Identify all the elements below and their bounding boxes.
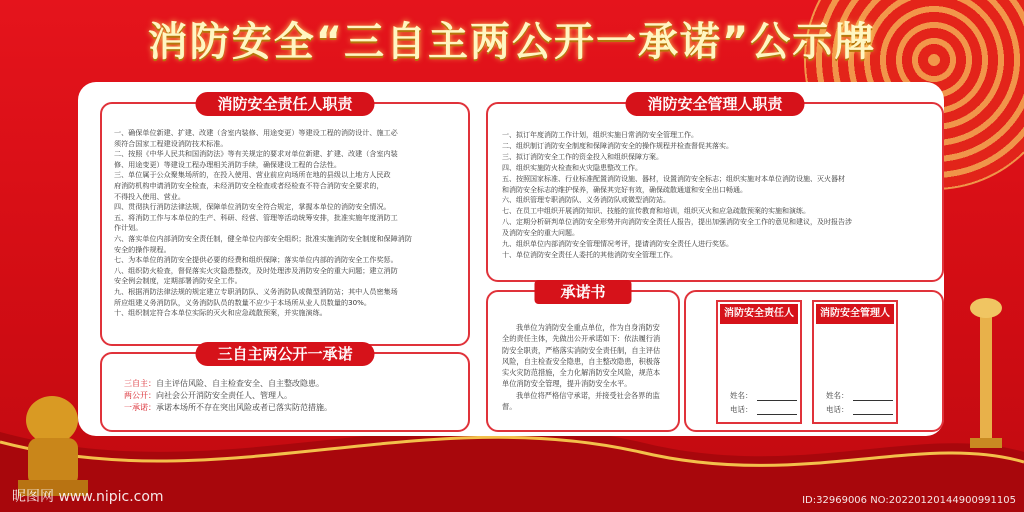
duty-heading: 消防安全责任人职责 (195, 92, 374, 116)
duty-panel (100, 95, 470, 346)
list-item: 全的责任主体，先做出公开承诺如下：依法履行消 (502, 334, 661, 344)
list-item: 三、单位属于公众聚集场所的，在投入使用、营业前应向场所在地的县级以上地方人民政 (114, 170, 391, 180)
list-item: 三自主：自主评估风险、自主检查安全、自主整改隐患。 (124, 379, 324, 388)
list-item: 一、确保单位新建、扩建、改建（含室内装修、用途变更）等建设工程的消防设计、施工必 (114, 128, 398, 137)
list-item: 单位消防安全管理，提升消防安全水平。 (502, 379, 632, 389)
list-item: 二、组织制订消防安全制度和保障消防安全的操作规程并检查督促其落实。 (502, 141, 733, 150)
list-item: 二、按照《中华人民共和国消防法》等有关规定的要求对单位新建、扩建、改建（含室内装 (114, 149, 398, 159)
three-one-heading: 三自主两公开一承诺 (195, 342, 374, 366)
duty-list (114, 128, 412, 319)
list-item: 作计划。 (114, 223, 143, 233)
list-item: 十、组织制定符合本单位实际的灭火和应急疏散预案，并实施演练。 (114, 308, 327, 318)
list-item: 风险，自主检查安全隐患，自主整改隐患，积极落 (502, 356, 661, 366)
huabiao-pillar-icon (966, 290, 1006, 450)
list-item: 七、在员工中组织开展消防知识、技能的宣传教育和培训，组织灭火和应急疏散预案的实施和演练。 (502, 207, 810, 216)
responsible-person-card (716, 300, 802, 424)
card-heading: 消防安全管理人 (816, 304, 894, 324)
promise-panel (486, 283, 680, 432)
list-item: 四、组织实施防火检查和火灾隐患整改工作。 (502, 163, 642, 172)
list-item: 府消防机构申请消防安全检查，未经消防安全检查或者经检查不符合消防安全要求的， (114, 180, 384, 190)
list-item: 四、贯彻执行消防法律法规，保障单位消防安全符合规定，掌握本单位的消防安全情况。 (114, 202, 391, 212)
list-item: 督。 (502, 402, 517, 412)
list-item: 我单位为消防安全重点单位，作为自身消防安 (516, 323, 660, 332)
manager-list (502, 130, 852, 261)
list-item: 两公开：向社会公开消防安全责任人、管理人。 (124, 391, 292, 400)
manager-heading: 消防安全管理人职责 (625, 92, 804, 116)
phone-field: 电话： (730, 404, 797, 415)
promise-heading: 承诺书 (534, 280, 631, 304)
list-item: 六、落实单位内部消防安全责任制，健全单位内部安全组织；批准实施消防安全制度和保障消防 (114, 233, 412, 243)
list-item: 须符合国家工程建设消防技术标准。 (114, 138, 228, 148)
name-field: 姓名： (730, 390, 797, 401)
page-title: 消防安全“三自主两公开一承诺”公示牌 (147, 19, 877, 65)
three-one-panel (100, 345, 470, 432)
list-item: 防安全职责，严格落实消防安全责任制，自主评估 (502, 345, 661, 355)
manager-person-card (812, 300, 898, 424)
promise-text (502, 322, 660, 412)
list-item: 一、拟订年度消防工作计划，组织实施日常消防安全管理工作。 (502, 131, 698, 139)
phone-field: 电话： (826, 404, 893, 415)
list-item: 五、按照国家标准、行业标准配置消防设施、器材，设置消防安全标志；组织实施对本单位消防设施、灭火器材 (502, 174, 845, 183)
manager-panel (486, 95, 944, 282)
name-field: 姓名： (826, 390, 893, 401)
list-item: 一承诺：承诺本场所不存在突出风险或者已落实防范措施。 (124, 403, 332, 412)
list-item: 我单位将严格信守承诺，并接受社会各界的监 (516, 390, 660, 400)
watermark-left: 昵图网 www.nipic.com (12, 489, 164, 505)
list-item: 八、定期分析研判单位消防安全形势并向消防安全责任人报告，提出加强消防安全工作的意见和建议，及时报告涉 (502, 218, 852, 227)
list-item: 五、将消防工作与本单位的生产、科研、经营、管理等活动统筹安排，批准实施年度消防工 (114, 212, 398, 222)
three-one-list (124, 378, 332, 414)
list-item: 安全的操作规程。 (114, 244, 171, 254)
list-item: 实火灾防范措施，全力化解消防安全风险，规范本 (502, 368, 661, 378)
list-item: 不得投入使用、营业。 (114, 191, 185, 201)
card-heading: 消防安全责任人 (720, 304, 798, 324)
watermark-right: ID:32969006 NO:20220120144900991105 (802, 495, 1016, 506)
list-item: 和消防安全标志的维护保养，确保其完好有效，确保疏散通道和安全出口畅通。 (502, 185, 747, 194)
list-item: 及消防安全的重大问题。 (502, 229, 579, 238)
list-item: 修、用途变更）等建设工程办理相关消防手续，确保建设工程的合法性。 (114, 159, 341, 169)
list-item: 六、组织管理专职消防队、义务消防队或微型消防站。 (502, 196, 670, 205)
list-item: 安全例会制度，定期部署消防安全工作。 (114, 276, 242, 286)
list-item: 九、根据消防法律法规的规定建立专职消防队、义务消防队或微型消防站；其中人员密集场 (114, 286, 398, 296)
list-item: 九、组织单位内部消防安全管理情况考评，提请消防安全责任人进行奖惩。 (502, 240, 733, 249)
list-item: 十、单位消防安全责任人委托的其他消防安全管理工作。 (502, 250, 677, 259)
list-item: 七、为本单位的消防安全提供必要的经费和组织保障；落实单位内部的消防安全工作奖惩。 (114, 255, 398, 265)
list-item: 三、拟订消防安全工作的资金投入和组织保障方案。 (502, 152, 663, 161)
list-item: 八、组织防火检查，督促落实火灾隐患整改，及时处理涉及消防安全的重大问题；建立消防 (114, 265, 398, 275)
list-item: 所应组建义务消防队，义务消防队员的数量不应少于本场所从业人员数量的30%。 (114, 297, 371, 307)
